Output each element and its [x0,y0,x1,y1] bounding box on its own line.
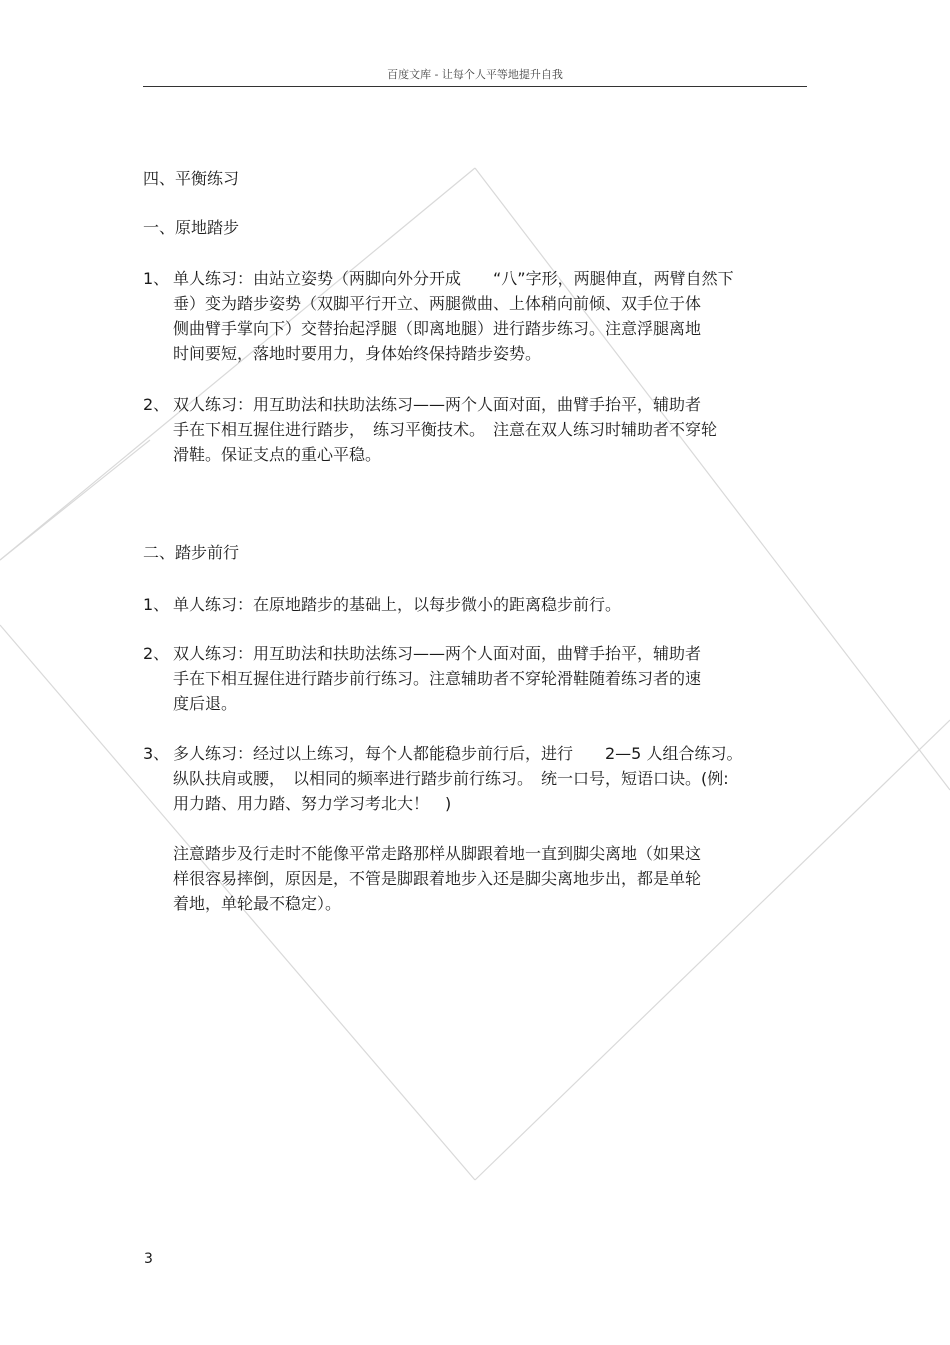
paragraph-line: 手在下相互握住进行踏步前行练习。注意辅助者不穿轮滑鞋随着练习者的速 [173,669,702,688]
paragraph-line: 用力踏、用力踏、努力学习考北大！ ) [173,794,452,813]
subsection-title-stepping-forward: 二、踏步前行 [143,543,240,562]
paragraph-line: 手在下相互握住进行踏步， 练习平衡技术。 注意在双人练习时辅助者不穿轮 [173,420,718,439]
list-item-number: 1、 [143,595,170,614]
paragraph-line: 单人练习：在原地踏步的基础上，以每步微小的距离稳步前行。 [173,595,622,614]
paragraph-line: 纵队扶肩或腰， 以相同的频率进行踏步前行练习。 统一口号，短语口诀。(例: [173,769,729,788]
paragraph-line: 双人练习：用互助法和扶助法练习——两个人面对面，曲臂手抬平，辅助者 [173,644,702,663]
note-line: 样很容易摔倒，原因是，不管是脚跟着地步入还是脚尖离地步出，都是单轮 [173,869,702,888]
header-divider [143,86,807,87]
paragraph-line: 时间要短，落地时要用力，身体始终保持踏步姿势。 [173,344,542,363]
note-line: 着地，单轮最不稳定）。 [173,894,342,913]
paragraph-line: 滑鞋。保证支点的重心平稳。 [173,445,382,464]
paragraph-line: 度后退。 [173,694,238,713]
list-item-number: 1、 [143,269,170,288]
paragraph-line: 侧曲臂手掌向下）交替抬起浮腿（即离地腿）进行踏步练习。注意浮腿离地 [173,319,702,338]
paragraph-line: 单人练习：由站立姿势（两脚向外分开成 “八”字形，两腿伸直，两臂自然下 [173,269,734,288]
list-item-number: 2、 [143,395,170,414]
document-header: 百度文库 - 让每个人平等地提升自我 [387,68,563,81]
paragraph-line: 多人练习：经过以上练习，每个人都能稳步前行后，进行 2—5 人组合练习。 [173,744,743,763]
section-title-balance: 四、平衡练习 [143,169,240,188]
page-number: 3 [144,1251,153,1267]
paragraph-line: 垂）变为踏步姿势（双脚平行开立、两腿微曲、上体稍向前倾、双手位于体 [173,294,702,313]
list-item-number: 2、 [143,644,170,663]
list-item-number: 3、 [143,744,170,763]
subsection-title-stepping-in-place: 一、原地踏步 [143,218,240,237]
paragraph-line: 双人练习：用互助法和扶助法练习——两个人面对面，曲臂手抬平，辅助者 [173,395,702,414]
note-line: 注意踏步及行走时不能像平常走路那样从脚跟着地一直到脚尖离地（如果这 [173,844,702,863]
